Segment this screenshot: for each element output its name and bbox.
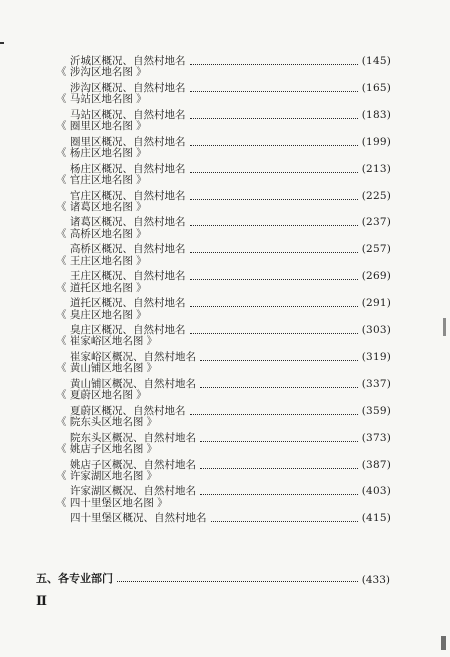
toc-entry-label: 许家湖区概况、自然村地名 [70, 485, 196, 498]
page-number: (415) [361, 512, 391, 525]
dot-leader [200, 359, 358, 361]
toc-entry-label: 道托区概况、自然村地名 [70, 297, 186, 310]
section-entry[interactable] [36, 568, 390, 586]
page-number: (213) [361, 162, 391, 175]
map-title: 《 诸葛区地名图 》 [56, 200, 147, 213]
page-number: (237) [361, 216, 391, 229]
dot-leader [117, 581, 358, 582]
dot-leader [190, 413, 358, 415]
map-title: 《 黄山铺区地名图 》 [56, 362, 158, 375]
page-number: (403) [361, 485, 391, 498]
dot-leader [190, 332, 358, 334]
dot-leader [190, 198, 358, 200]
toc-entry-label: 圈里区概况、自然村地名 [70, 135, 186, 148]
page-number: (319) [361, 350, 391, 363]
dot-leader [190, 117, 358, 119]
dot-leader [211, 520, 358, 522]
map-title: 《 许家湖区地名图 》 [56, 469, 158, 482]
map-title: 《 马站区地名图 》 [56, 93, 147, 106]
page-number: (269) [361, 270, 391, 283]
map-title: 《 夏蔚区地名图 》 [56, 389, 147, 402]
page-number: (303) [361, 324, 391, 336]
toc-entry-label: 涉沟区概况、自然村地名 [70, 81, 186, 94]
page-number: (225) [361, 189, 391, 202]
scan-mark [441, 636, 446, 650]
toc-entry-label: 臭庄区概况、自然村地名 [70, 324, 186, 336]
toc-entry-label: 崔家峪区概况、自然村地名 [70, 350, 196, 363]
map-title: 《 院东头区地名图 》 [56, 416, 158, 429]
section-label: 五、各专业部门 [36, 572, 113, 585]
map-title: 《 四十里堡区地名图 》 [56, 496, 168, 509]
dot-leader [190, 251, 358, 253]
map-title: 《 王庄区地名图 》 [56, 254, 147, 267]
toc-entry-label: 黄山铺区概况、自然村地名 [70, 377, 196, 390]
toc-entry-label: 杨庄区概况、自然村地名 [70, 162, 186, 175]
map-title: 《 道托区地名图 》 [56, 281, 147, 294]
toc-entry-label: 夏蔚区概况、自然村地名 [70, 404, 186, 417]
toc-entry-label: 王庄区概况、自然村地名 [70, 270, 186, 283]
scan-mark [0, 42, 4, 44]
page-number: (291) [361, 297, 391, 310]
map-title: 《 姚店子区地名图 》 [56, 443, 158, 456]
page-number: (257) [361, 243, 391, 256]
toc-entry-label: 沂城区概况、自然村地名 [70, 55, 186, 67]
page-number: (183) [361, 108, 391, 121]
map-title: 《 杨庄区地名图 》 [56, 147, 147, 160]
page-number: (145) [361, 55, 391, 67]
dot-leader [200, 493, 358, 495]
page-number: (433) [361, 574, 390, 586]
page-number: (199) [361, 135, 391, 148]
dot-leader [200, 440, 358, 442]
dot-leader [190, 144, 358, 146]
dot-leader [190, 171, 358, 173]
map-title: 《 官庄区地名图 》 [56, 174, 147, 187]
dot-leader [190, 90, 358, 92]
page-number: (359) [361, 404, 391, 417]
toc-entry-label: 院东头区概况、自然村地名 [70, 431, 196, 444]
dot-leader [190, 305, 358, 307]
toc-entry-label: 马站区概况、自然村地名 [70, 108, 186, 121]
page-number: (165) [361, 81, 391, 94]
toc-entry-label: 高桥区概况、自然村地名 [70, 243, 186, 256]
dot-leader [200, 467, 358, 469]
map-title: 《 高桥区地名图 》 [56, 227, 147, 240]
page-number: (337) [361, 377, 391, 390]
toc-entry[interactable] [70, 509, 391, 525]
dot-leader [200, 386, 358, 388]
dot-leader [190, 63, 358, 65]
page-number: (373) [361, 431, 391, 444]
map-title: 《 崔家峪区地名图 》 [56, 335, 158, 348]
dot-leader [190, 224, 358, 226]
map-title: 《 涉沟区地名图 》 [56, 66, 147, 79]
map-title: 《 圈里区地名图 》 [56, 120, 147, 133]
dot-leader [190, 278, 358, 280]
map-title: 《 臭庄区地名图 》 [56, 308, 147, 321]
toc-entry-label: 姚店子区概况、自然村地名 [70, 458, 196, 471]
toc-entry-label: 诸葛区概况、自然村地名 [70, 216, 186, 229]
page-number: (387) [361, 458, 391, 471]
toc-entry-label: 四十里堡区概况、自然村地名 [70, 512, 207, 525]
toc-entry-label: 官庄区概况、自然村地名 [70, 189, 186, 202]
scan-mark [443, 318, 446, 336]
page-folio: Ⅱ [36, 594, 46, 609]
